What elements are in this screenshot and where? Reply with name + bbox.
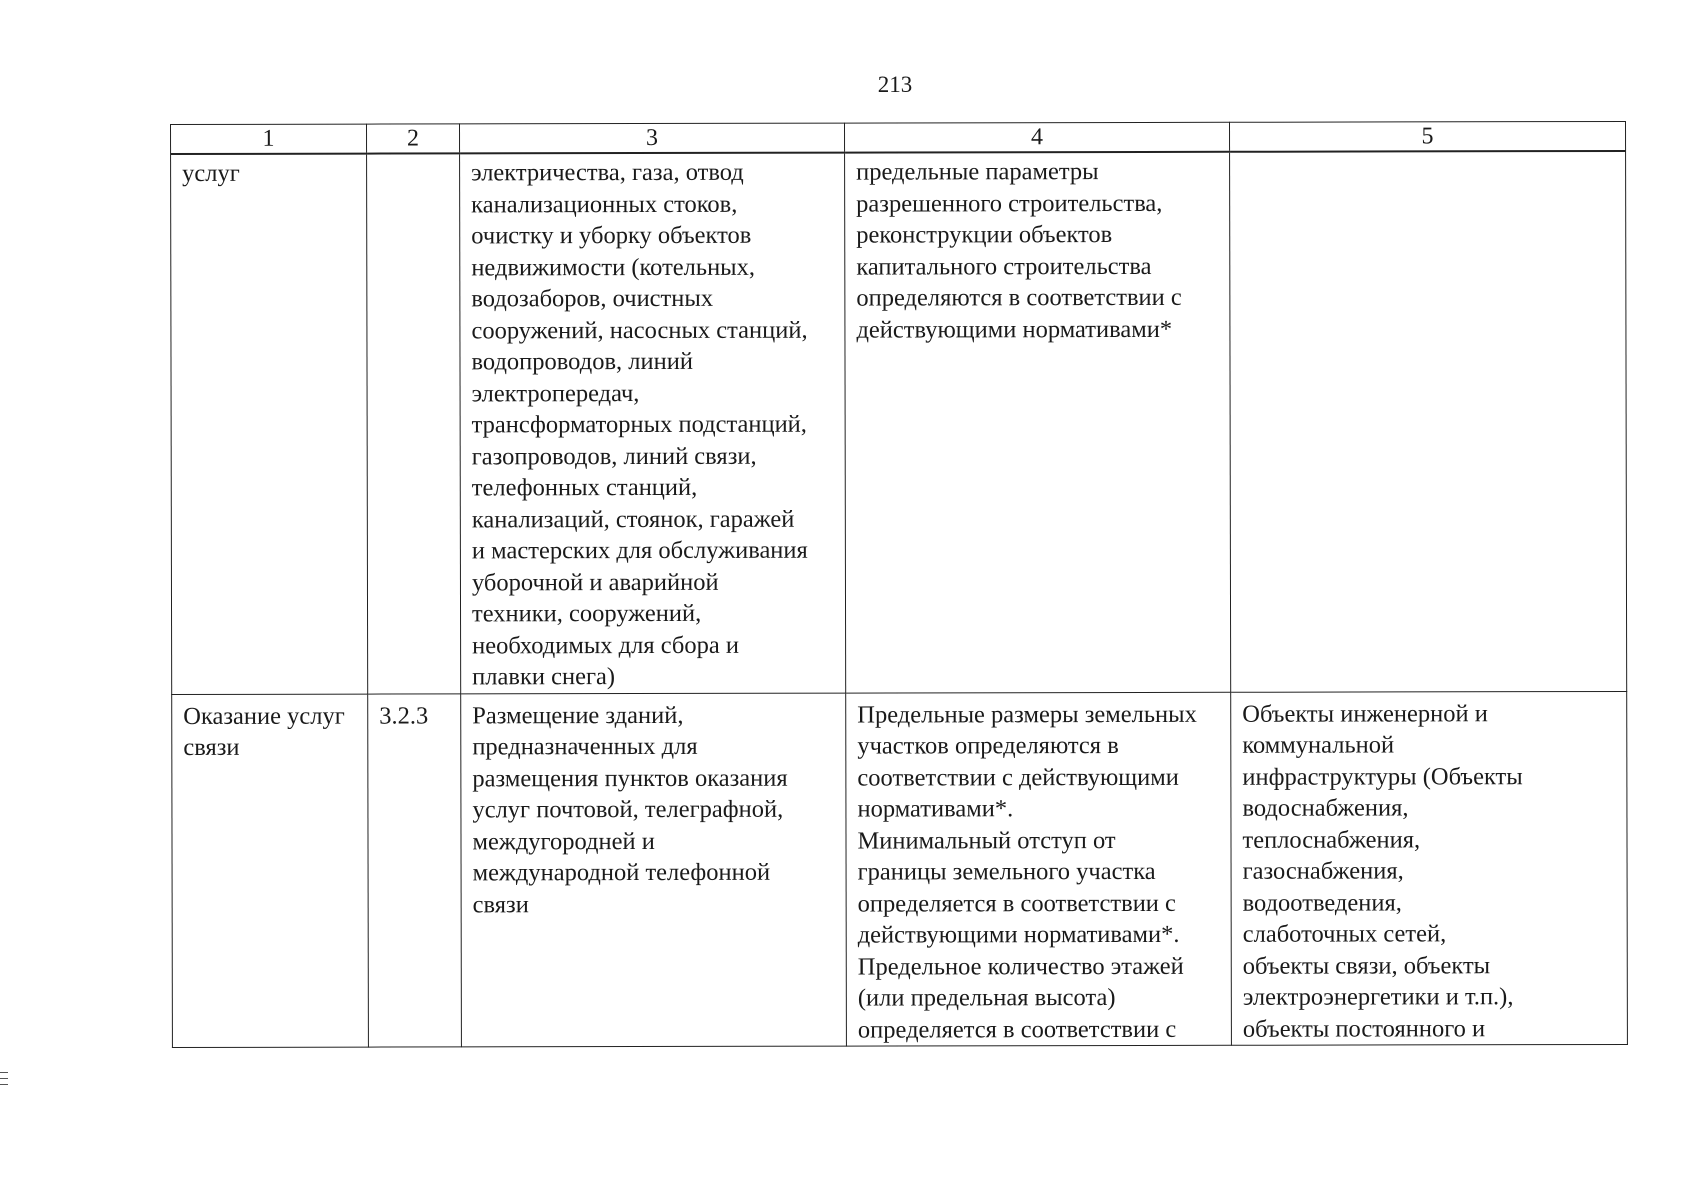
cell-text-line: трансформаторных подстанций, (471, 410, 807, 439)
cell-text-line: определяются в соответствии с (856, 283, 1182, 312)
cell-text-line: Оказание услуг (183, 702, 345, 730)
cell-text-line: электроэнергетики и т.п.), (1242, 983, 1514, 1011)
cell-text-line: и мастерских для обслуживания (471, 536, 808, 565)
cell-text-line: действующими нормативами* (856, 315, 1173, 344)
cell-text-line: соответствии с действующими (857, 763, 1179, 792)
parameters-cell (845, 152, 1231, 693)
table-row (171, 151, 1627, 694)
cell-text-line: услуг (182, 159, 240, 187)
cell-text-line: необходимых для сбора и (472, 631, 740, 659)
cell-text-line: услуг почтовой, телеграфной, (472, 795, 784, 824)
cell-text-line: разрешенного строительства, (856, 189, 1163, 218)
cell-text-line: реконструкции объектов (856, 221, 1113, 249)
cell-text-line: Объекты инженерной и (1242, 699, 1488, 728)
cell-text-line: междугородней и (472, 827, 655, 855)
page-number: 213 (877, 72, 913, 97)
auxiliary-uses-cell (1231, 691, 1628, 1045)
cell-text-line: участков определяются в (857, 732, 1119, 760)
cell-text-line: объекты постоянного и (1242, 1014, 1486, 1043)
code-cell (368, 693, 462, 1047)
cell-text-line: канализационных стоков, (471, 190, 738, 218)
header-cell-3: 3 (460, 123, 845, 153)
cell-text-line: определяется в соответствии с (857, 1015, 1177, 1044)
cell-text-line: 3.2.3 (379, 701, 429, 730)
cell-text-line: плавки снега) (472, 663, 616, 691)
cell-text-line: капитального строительства (856, 252, 1152, 281)
header-cell-2: 2 (367, 124, 460, 154)
cell-text-line: телефонных станций, (471, 473, 698, 502)
cell-text-line: сооружений, насосных станций, (471, 316, 808, 344)
cell-text-line: Минимальный отступ от (857, 826, 1116, 855)
cell-text-line: газопроводов, линий связи, (471, 442, 757, 470)
cell-text-line: Предельное количество этажей (857, 952, 1184, 981)
cell-text-line: размещения пунктов оказания (472, 764, 788, 792)
header-cell-1: 1 (171, 124, 367, 154)
cell-text-line: коммунальной (1242, 731, 1395, 759)
use-type-cell (172, 694, 369, 1048)
header-cell-5: 5 (1229, 121, 1625, 151)
use-type-cell (171, 154, 368, 694)
cell-text-line: (или предельная высота) (857, 984, 1116, 1012)
cell-text-line: электричества, газа, отвод (471, 158, 744, 187)
cell-text-line: водозаборов, очистных (471, 284, 714, 313)
cell-text-line: теплоснабжения, (1242, 825, 1421, 854)
cell-text-line: уборочной и аварийной (471, 568, 719, 596)
cell-text-line: Размещение зданий, (472, 701, 684, 729)
table-header-row (171, 121, 1626, 154)
description-cell (461, 693, 847, 1047)
cell-text-line: газоснабжения, (1242, 857, 1404, 885)
land-use-table (170, 121, 1628, 1048)
cell-text-line: инфраструктуры (Объекты (1242, 762, 1523, 791)
header-cell-4: 4 (844, 122, 1229, 152)
cell-text-line: техники, сооружений, (471, 599, 702, 628)
cell-text-line: недвижимости (котельных, (471, 253, 756, 281)
cell-text-line: определяется в соответствии с (857, 889, 1176, 918)
cell-text-line: очистку и уборку объектов (471, 221, 752, 250)
code-cell (367, 153, 461, 693)
cell-text-line: предназначенных для (472, 732, 698, 761)
cell-text-line: действующими нормативами*. (857, 920, 1180, 949)
cell-text-line: предельные параметры (856, 158, 1099, 186)
cell-text-line: водоотведения, (1242, 888, 1402, 917)
cell-text-line: связи (472, 890, 529, 918)
cell-text-line: международной телефонной (472, 858, 771, 887)
cell-text-line: слаботочных сетей, (1242, 920, 1447, 948)
cell-text-line: Предельные размеры земельных (857, 700, 1197, 729)
table-row (172, 691, 1628, 1048)
scan-edge-mark (0, 1072, 8, 1090)
parameters-cell (846, 692, 1232, 1046)
cell-text-line: водоснабжения, (1242, 794, 1409, 822)
cell-text-line: связи (183, 733, 240, 761)
description-cell (460, 153, 846, 694)
cell-text-line: канализаций, стоянок, гаражей (471, 505, 795, 533)
cell-text-line: электропередач, (471, 379, 640, 407)
cell-text-line: нормативами*. (857, 795, 1014, 823)
cell-text-line: границы земельного участка (857, 857, 1156, 886)
auxiliary-uses-cell (1230, 151, 1627, 692)
cell-text-line: водопроводов, линий (471, 347, 693, 376)
cell-text-line: объекты связи, объекты (1242, 951, 1491, 980)
